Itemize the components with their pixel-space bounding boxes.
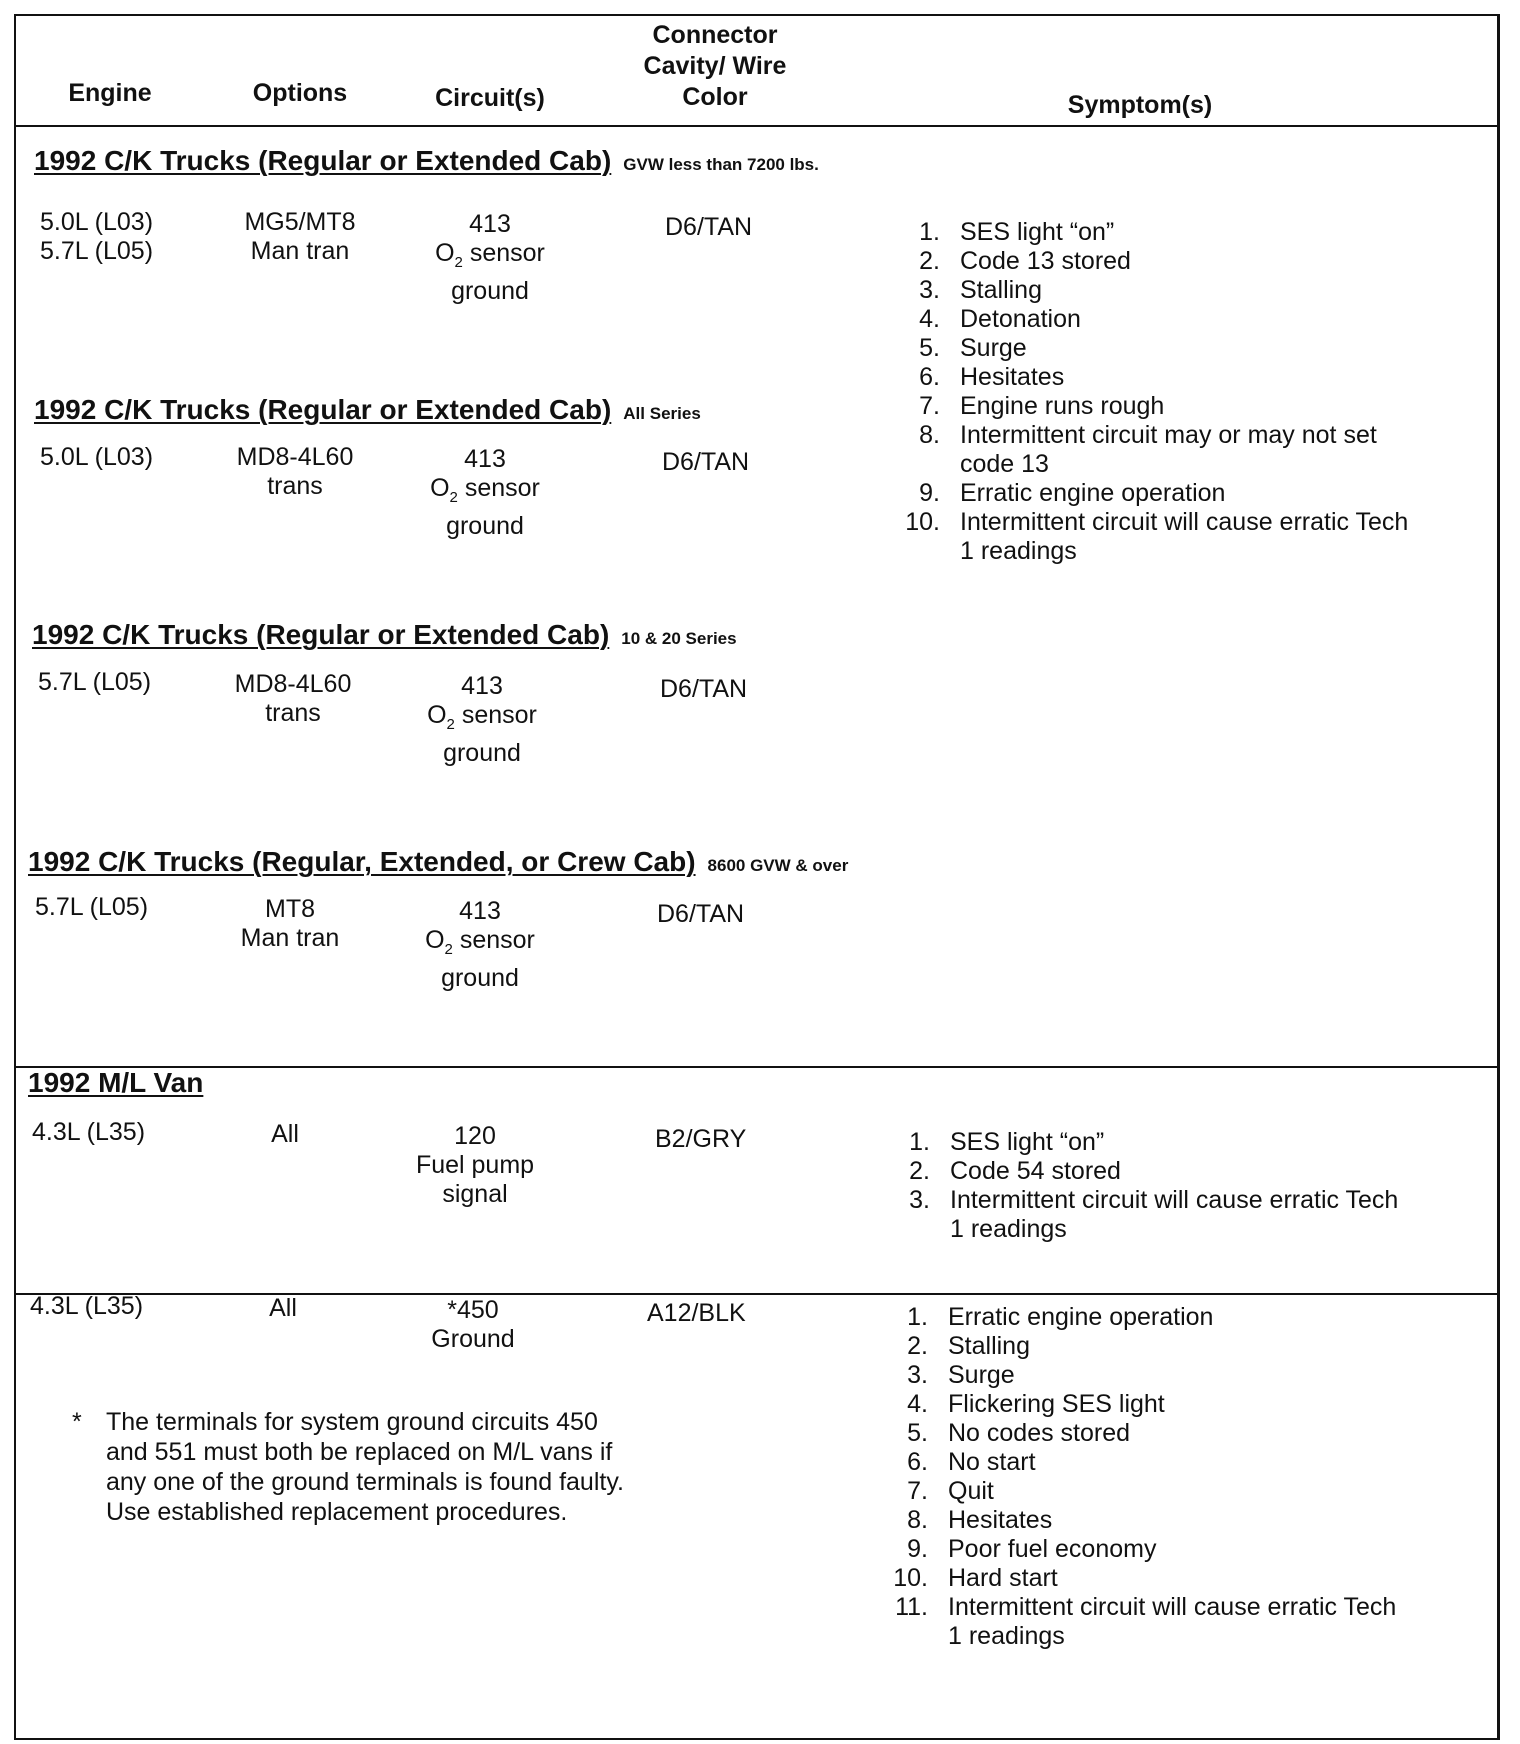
row1-engine (40, 208, 153, 266)
symptom-number: 3. (907, 1361, 928, 1389)
symptom-item (868, 1390, 1408, 1419)
footnote-text: The terminals for system ground circuits 450 and 551 must both be replaced on M/L vans if any one of the ground terminals is found faulty. Use established replacement procedures. (106, 1408, 624, 1526)
symptom-item (880, 334, 1420, 363)
symptom-item (880, 479, 1420, 508)
symptom-number: 2. (919, 247, 940, 275)
symptom-item (868, 1535, 1408, 1564)
circuit-number: *450 (447, 1296, 499, 1324)
symptom-item (880, 363, 1420, 392)
symptoms-list-a (880, 218, 1420, 566)
options-value: trans (265, 699, 321, 727)
header-options: Options (252, 79, 348, 107)
options-value: MT8 (265, 895, 315, 923)
symptom-item (880, 276, 1420, 305)
symptom-number: 10. (905, 508, 940, 536)
symptom-item (880, 421, 1420, 479)
options-value: MD8-4L60 (236, 443, 354, 471)
options-value: MG5/MT8 (244, 208, 356, 236)
circuit-description: $O_2$ sensor (427, 701, 537, 733)
options-value: All (269, 1294, 297, 1322)
symptom-text: Intermittent circuit may or may not set code 13 (960, 421, 1377, 478)
engine-value: 5.7L (L05) (35, 893, 149, 921)
symptom-number: 7. (907, 1477, 928, 1505)
row1-connector: D6/TAN (665, 213, 753, 241)
section-title-text: 1992 C/K Trucks (Regular or Extended Cab) (34, 145, 612, 176)
symptom-number: 9. (919, 479, 940, 507)
options-value: MD8-4L60 (234, 670, 352, 698)
row2-options (215, 443, 375, 501)
circuit-description: $O_2$ sensor (430, 474, 540, 506)
header-connector: Connector Cavity/ Wire Color (643, 21, 787, 111)
symptom-number: 2. (909, 1157, 930, 1185)
engine-value: 5.0L (L03) (40, 208, 154, 236)
symptom-text: Engine runs rough (960, 392, 1165, 420)
symptom-text: No start (948, 1448, 1036, 1476)
circuit-description: ground (451, 277, 529, 305)
row5-options (230, 1120, 340, 1149)
symptom-item (868, 1506, 1408, 1535)
section-subtitle: 10 & 20 Series (621, 629, 737, 648)
symptoms-list-c (868, 1303, 1408, 1651)
circuit-number: 413 (464, 445, 506, 473)
circuit-description: Fuel pump (415, 1151, 535, 1179)
symptom-number: 11. (895, 1593, 928, 1621)
circuit-description: ground (443, 739, 521, 767)
symptom-text: Intermittent circuit will cause erratic Tech 1 readings (950, 1186, 1399, 1243)
section-subtitle: 8600 GVW & over (707, 856, 849, 875)
row3-engine (38, 668, 151, 697)
circuit-number: 413 (461, 672, 503, 700)
symptom-number: 8. (907, 1506, 928, 1534)
symptom-number: 6. (919, 363, 940, 391)
symptom-text: Surge (948, 1361, 1015, 1389)
symptom-text: SES light “on” (960, 218, 1115, 246)
symptom-item (868, 1361, 1408, 1390)
row4-engine (35, 893, 148, 922)
circuit-description: signal (442, 1180, 508, 1208)
options-value: Man tran (250, 237, 350, 265)
row6-connector: A12/BLK (647, 1299, 746, 1327)
engine-value: 4.3L (L35) (32, 1118, 146, 1146)
symptom-item (880, 247, 1420, 276)
row2-connector: D6/TAN (662, 448, 750, 476)
section-title-4 (28, 845, 848, 883)
row5-connector: B2/GRY (655, 1125, 747, 1153)
section-subtitle: All Series (623, 404, 701, 423)
symptom-number: 9. (907, 1535, 928, 1563)
symptoms-list-b (870, 1128, 1410, 1244)
symptom-number: 8. (919, 421, 940, 449)
symptom-text: SES light “on” (950, 1128, 1105, 1156)
symptom-text: Hesitates (960, 363, 1065, 391)
symptom-text: Erratic engine operation (960, 479, 1226, 507)
section-title-2 (34, 393, 701, 431)
symptom-item (870, 1128, 1410, 1157)
footnote-asterisk: * (72, 1408, 82, 1436)
header-divider (14, 125, 1500, 127)
circuit-description: $O_2$ sensor (435, 239, 545, 271)
row5-circuit (395, 1122, 555, 1209)
symptom-item (868, 1593, 1408, 1651)
symptom-text: Surge (960, 334, 1027, 362)
symptom-item (868, 1564, 1408, 1593)
section-subtitle: GVW less than 7200 lbs. (623, 155, 819, 174)
row2-engine (40, 443, 153, 472)
symptom-number: 3. (919, 276, 940, 304)
row4-connector: D6/TAN (657, 900, 745, 928)
symptom-number: 1. (907, 1303, 928, 1331)
symptom-text: No codes stored (948, 1419, 1131, 1447)
circuit-description: $O_2$ sensor (425, 926, 535, 958)
symptom-number: 10. (893, 1564, 928, 1592)
symptom-text: Poor fuel economy (948, 1535, 1157, 1563)
symptom-item (868, 1332, 1408, 1361)
row4-circuit (400, 897, 560, 993)
engine-value: 5.7L (L05) (38, 668, 152, 696)
row4-options (210, 895, 370, 953)
symptom-number: 5. (919, 334, 940, 362)
symptom-number: 4. (907, 1390, 928, 1418)
row2-circuit (405, 445, 565, 541)
circuit-number: 413 (459, 897, 501, 925)
circuit-description: ground (446, 512, 524, 540)
symptom-text: Stalling (948, 1332, 1030, 1360)
symptom-item (868, 1477, 1408, 1506)
circuit-number: 413 (469, 210, 511, 238)
symptom-item (870, 1157, 1410, 1186)
symptom-item (868, 1448, 1408, 1477)
symptom-number: 6. (907, 1448, 928, 1476)
row3-options (213, 670, 373, 728)
row6-engine (30, 1292, 143, 1321)
row3-connector: D6/TAN (660, 675, 748, 703)
symptom-text: Code 13 stored (960, 247, 1131, 275)
symptom-number: 1. (909, 1128, 930, 1156)
options-value: All (271, 1120, 299, 1148)
engine-value: 5.7L (L05) (40, 237, 154, 265)
section-title-5 (28, 1066, 203, 1100)
row6-circuit (393, 1296, 553, 1354)
symptom-item (868, 1303, 1408, 1332)
engine-value: 4.3L (L35) (30, 1292, 144, 1320)
section-title-text: 1992 M/L Van (28, 1067, 204, 1098)
header-circuits: Circuit(s) (435, 84, 545, 112)
symptom-number: 2. (907, 1332, 928, 1360)
symptom-text: Stalling (960, 276, 1042, 304)
header-engine: Engine (68, 79, 152, 107)
section-title-text: 1992 C/K Trucks (Regular, Extended, or Crew Cab) (28, 846, 696, 877)
symptom-text: Intermittent circuit will cause erratic Tech 1 readings (960, 508, 1409, 565)
symptom-text: Flickering SES light (948, 1390, 1165, 1418)
symptom-text: Erratic engine operation (948, 1303, 1214, 1331)
symptom-text: Hesitates (948, 1506, 1053, 1534)
symptom-item (870, 1186, 1410, 1244)
symptom-item (880, 508, 1420, 566)
row6-options (228, 1294, 338, 1323)
section-divider-van (14, 1066, 1500, 1068)
symptom-text: Quit (948, 1477, 994, 1505)
row1-options (220, 208, 380, 266)
footnote (72, 1407, 632, 1527)
symptom-text: Code 54 stored (950, 1157, 1121, 1185)
symptom-text: Detonation (960, 305, 1081, 333)
row5-engine (32, 1118, 145, 1147)
section-title-3 (32, 618, 737, 656)
symptom-text: Hard start (948, 1564, 1058, 1592)
symptom-item (880, 218, 1420, 247)
header-symptoms: Symptom(s) (1067, 91, 1213, 119)
symptom-item (868, 1419, 1408, 1448)
options-value: trans (267, 472, 323, 500)
engine-value: 5.0L (L03) (40, 443, 154, 471)
section-title-text: 1992 C/K Trucks (Regular or Extended Cab) (34, 394, 612, 425)
symptom-number: 4. (919, 305, 940, 333)
circuit-description: Ground (431, 1325, 515, 1353)
symptom-number: 3. (909, 1186, 930, 1214)
circuit-number: 120 (454, 1122, 496, 1150)
symptom-item (880, 392, 1420, 421)
section-title-1 (34, 144, 819, 182)
row3-circuit (402, 672, 562, 768)
section-title-text: 1992 C/K Trucks (Regular or Extended Cab) (32, 619, 610, 650)
symptom-number: 7. (919, 392, 940, 420)
row1-circuit (410, 210, 570, 306)
symptom-number: 1. (919, 218, 940, 246)
symptom-text: Intermittent circuit will cause erratic Tech 1 readings (948, 1593, 1397, 1650)
symptom-item (880, 305, 1420, 334)
circuit-description: ground (441, 964, 519, 992)
symptom-number: 5. (907, 1419, 928, 1447)
options-value: Man tran (240, 924, 340, 952)
